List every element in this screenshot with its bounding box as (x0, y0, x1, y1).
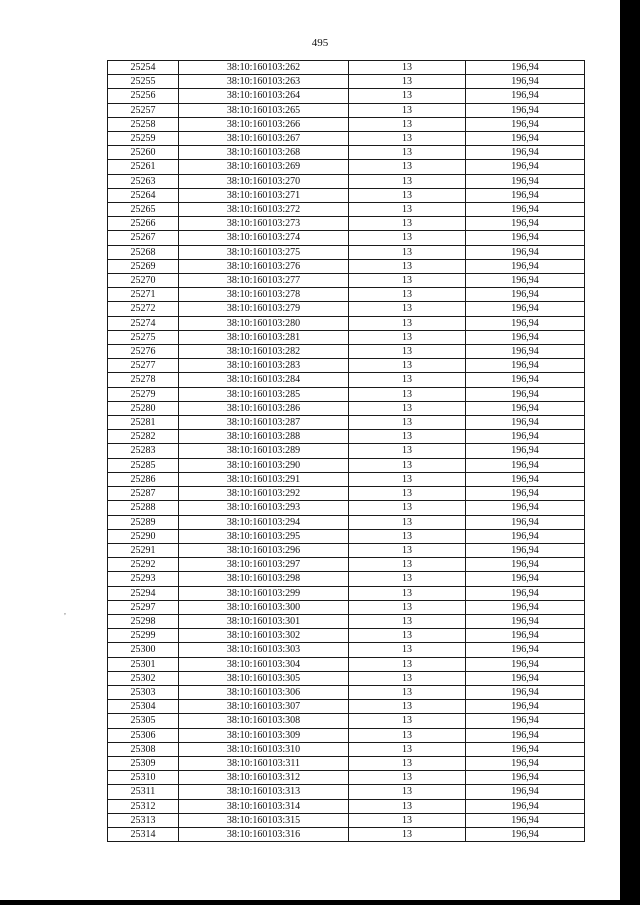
row-number-cell: 25306 (108, 728, 179, 742)
table-row (108, 416, 585, 430)
row-number-cell: 25279 (108, 387, 179, 401)
table-row (108, 529, 585, 543)
count-cell: 13 (349, 288, 466, 302)
area-cell: 196,94 (466, 274, 585, 288)
area-cell: 196,94 (466, 401, 585, 415)
area-cell: 196,94 (466, 231, 585, 245)
cadastral-number-cell: 38:10:160103:296 (179, 543, 349, 557)
count-cell: 13 (349, 799, 466, 813)
table-row (108, 813, 585, 827)
table-row (108, 799, 585, 813)
cadastral-number-cell: 38:10:160103:309 (179, 728, 349, 742)
row-number-cell: 25311 (108, 785, 179, 799)
area-cell: 196,94 (466, 373, 585, 387)
cadastral-number-cell: 38:10:160103:287 (179, 416, 349, 430)
cadastral-number-cell: 38:10:160103:268 (179, 146, 349, 160)
row-number-cell: 25298 (108, 614, 179, 628)
row-number-cell: 25255 (108, 75, 179, 89)
row-number-cell: 25269 (108, 259, 179, 273)
area-cell: 196,94 (466, 685, 585, 699)
table-row (108, 245, 585, 259)
table-row (108, 203, 585, 217)
scan-edge-bottom (0, 900, 640, 905)
count-cell: 13 (349, 274, 466, 288)
count-cell: 13 (349, 75, 466, 89)
table-row (108, 132, 585, 146)
count-cell: 13 (349, 558, 466, 572)
count-cell: 13 (349, 543, 466, 557)
row-number-cell: 25291 (108, 543, 179, 557)
row-number-cell: 25285 (108, 458, 179, 472)
row-number-cell: 25260 (108, 146, 179, 160)
count-cell: 13 (349, 117, 466, 131)
count-cell: 13 (349, 146, 466, 160)
table-row (108, 586, 585, 600)
count-cell: 13 (349, 771, 466, 785)
row-number-cell: 25259 (108, 132, 179, 146)
data-table (107, 60, 585, 842)
area-cell: 196,94 (466, 728, 585, 742)
cadastral-number-cell: 38:10:160103:300 (179, 600, 349, 614)
table-row (108, 231, 585, 245)
table-row (108, 217, 585, 231)
table-row (108, 785, 585, 799)
area-cell: 196,94 (466, 330, 585, 344)
table-row (108, 401, 585, 415)
table-row (108, 430, 585, 444)
table-row (108, 75, 585, 89)
cadastral-number-cell: 38:10:160103:273 (179, 217, 349, 231)
row-number-cell: 25278 (108, 373, 179, 387)
row-number-cell: 25276 (108, 345, 179, 359)
cadastral-number-cell: 38:10:160103:315 (179, 813, 349, 827)
count-cell: 13 (349, 430, 466, 444)
table-row (108, 543, 585, 557)
area-cell: 196,94 (466, 671, 585, 685)
table-row (108, 359, 585, 373)
area-cell: 196,94 (466, 117, 585, 131)
count-cell: 13 (349, 416, 466, 430)
cadastral-number-cell: 38:10:160103:291 (179, 472, 349, 486)
count-cell: 13 (349, 501, 466, 515)
table-row (108, 458, 585, 472)
table-row (108, 61, 585, 75)
row-number-cell: 25264 (108, 188, 179, 202)
cadastral-number-cell: 38:10:160103:267 (179, 132, 349, 146)
table-row (108, 160, 585, 174)
table-row (108, 671, 585, 685)
cadastral-number-cell: 38:10:160103:298 (179, 572, 349, 586)
cadastral-number-cell: 38:10:160103:275 (179, 245, 349, 259)
area-cell: 196,94 (466, 600, 585, 614)
table-row (108, 558, 585, 572)
row-number-cell: 25282 (108, 430, 179, 444)
area-cell: 196,94 (466, 487, 585, 501)
count-cell: 13 (349, 231, 466, 245)
area-cell: 196,94 (466, 316, 585, 330)
area-cell: 196,94 (466, 657, 585, 671)
table-row (108, 643, 585, 657)
count-cell: 13 (349, 813, 466, 827)
count-cell: 13 (349, 203, 466, 217)
cadastral-number-cell: 38:10:160103:302 (179, 629, 349, 643)
area-cell: 196,94 (466, 572, 585, 586)
area-cell: 196,94 (466, 458, 585, 472)
area-cell: 196,94 (466, 714, 585, 728)
cadastral-number-cell: 38:10:160103:290 (179, 458, 349, 472)
cadastral-number-cell: 38:10:160103:276 (179, 259, 349, 273)
table-row (108, 600, 585, 614)
count-cell: 13 (349, 217, 466, 231)
area-cell: 196,94 (466, 75, 585, 89)
count-cell: 13 (349, 487, 466, 501)
table-row (108, 487, 585, 501)
row-number-cell: 25281 (108, 416, 179, 430)
cadastral-number-cell: 38:10:160103:310 (179, 742, 349, 756)
cadastral-number-cell: 38:10:160103:288 (179, 430, 349, 444)
count-cell: 13 (349, 359, 466, 373)
table-row (108, 259, 585, 273)
cadastral-number-cell: 38:10:160103:265 (179, 103, 349, 117)
row-number-cell: 25254 (108, 61, 179, 75)
document-table (107, 60, 584, 842)
cadastral-number-cell: 38:10:160103:280 (179, 316, 349, 330)
count-cell: 13 (349, 671, 466, 685)
count-cell: 13 (349, 785, 466, 799)
table-body (108, 61, 585, 842)
cadastral-number-cell: 38:10:160103:308 (179, 714, 349, 728)
count-cell: 13 (349, 714, 466, 728)
area-cell: 196,94 (466, 203, 585, 217)
cadastral-number-cell: 38:10:160103:292 (179, 487, 349, 501)
area-cell: 196,94 (466, 387, 585, 401)
area-cell: 196,94 (466, 146, 585, 160)
area-cell: 196,94 (466, 558, 585, 572)
row-number-cell: 25303 (108, 685, 179, 699)
table-row (108, 685, 585, 699)
table-row (108, 89, 585, 103)
area-cell: 196,94 (466, 430, 585, 444)
cadastral-number-cell: 38:10:160103:271 (179, 188, 349, 202)
row-number-cell: 25271 (108, 288, 179, 302)
area-cell: 196,94 (466, 756, 585, 770)
area-cell: 196,94 (466, 629, 585, 643)
table-row (108, 629, 585, 643)
count-cell: 13 (349, 89, 466, 103)
table-row (108, 302, 585, 316)
cadastral-number-cell: 38:10:160103:263 (179, 75, 349, 89)
cadastral-number-cell: 38:10:160103:316 (179, 827, 349, 841)
area-cell: 196,94 (466, 700, 585, 714)
row-number-cell: 25263 (108, 174, 179, 188)
count-cell: 13 (349, 614, 466, 628)
area-cell: 196,94 (466, 345, 585, 359)
area-cell: 196,94 (466, 103, 585, 117)
cadastral-number-cell: 38:10:160103:289 (179, 444, 349, 458)
table-row (108, 501, 585, 515)
row-number-cell: 25313 (108, 813, 179, 827)
count-cell: 13 (349, 103, 466, 117)
area-cell: 196,94 (466, 359, 585, 373)
count-cell: 13 (349, 444, 466, 458)
table-row (108, 657, 585, 671)
area-cell: 196,94 (466, 501, 585, 515)
area-cell: 196,94 (466, 785, 585, 799)
count-cell: 13 (349, 345, 466, 359)
table-row (108, 316, 585, 330)
count-cell: 13 (349, 629, 466, 643)
table-row (108, 373, 585, 387)
cadastral-number-cell: 38:10:160103:297 (179, 558, 349, 572)
row-number-cell: 25289 (108, 515, 179, 529)
row-number-cell: 25287 (108, 487, 179, 501)
table-row (108, 117, 585, 131)
area-cell: 196,94 (466, 643, 585, 657)
row-number-cell: 25272 (108, 302, 179, 316)
row-number-cell: 25302 (108, 671, 179, 685)
table-row (108, 714, 585, 728)
row-number-cell: 25274 (108, 316, 179, 330)
cadastral-number-cell: 38:10:160103:312 (179, 771, 349, 785)
row-number-cell: 25299 (108, 629, 179, 643)
cadastral-number-cell: 38:10:160103:304 (179, 657, 349, 671)
table-row (108, 728, 585, 742)
area-cell: 196,94 (466, 61, 585, 75)
cadastral-number-cell: 38:10:160103:293 (179, 501, 349, 515)
row-number-cell: 25314 (108, 827, 179, 841)
cadastral-number-cell: 38:10:160103:305 (179, 671, 349, 685)
row-number-cell: 25304 (108, 700, 179, 714)
count-cell: 13 (349, 302, 466, 316)
cadastral-number-cell: 38:10:160103:279 (179, 302, 349, 316)
table-row (108, 444, 585, 458)
area-cell: 196,94 (466, 132, 585, 146)
scan-edge-right (620, 0, 640, 905)
area-cell: 196,94 (466, 586, 585, 600)
row-number-cell: 25267 (108, 231, 179, 245)
cadastral-number-cell: 38:10:160103:284 (179, 373, 349, 387)
cadastral-number-cell: 38:10:160103:285 (179, 387, 349, 401)
area-cell: 196,94 (466, 188, 585, 202)
area-cell: 196,94 (466, 416, 585, 430)
cadastral-number-cell: 38:10:160103:274 (179, 231, 349, 245)
row-number-cell: 25292 (108, 558, 179, 572)
row-number-cell: 25300 (108, 643, 179, 657)
cadastral-number-cell: 38:10:160103:262 (179, 61, 349, 75)
row-number-cell: 25277 (108, 359, 179, 373)
count-cell: 13 (349, 330, 466, 344)
table-row (108, 387, 585, 401)
area-cell: 196,94 (466, 515, 585, 529)
count-cell: 13 (349, 61, 466, 75)
cadastral-number-cell: 38:10:160103:278 (179, 288, 349, 302)
table-row (108, 345, 585, 359)
row-number-cell: 25256 (108, 89, 179, 103)
cadastral-number-cell: 38:10:160103:295 (179, 529, 349, 543)
row-number-cell: 25305 (108, 714, 179, 728)
table-row (108, 771, 585, 785)
row-number-cell: 25268 (108, 245, 179, 259)
area-cell: 196,94 (466, 444, 585, 458)
cadastral-number-cell: 38:10:160103:294 (179, 515, 349, 529)
table-row (108, 742, 585, 756)
area-cell: 196,94 (466, 288, 585, 302)
cadastral-number-cell: 38:10:160103:266 (179, 117, 349, 131)
count-cell: 13 (349, 728, 466, 742)
count-cell: 13 (349, 160, 466, 174)
count-cell: 13 (349, 373, 466, 387)
area-cell: 196,94 (466, 302, 585, 316)
row-number-cell: 25258 (108, 117, 179, 131)
count-cell: 13 (349, 458, 466, 472)
cadastral-number-cell: 38:10:160103:303 (179, 643, 349, 657)
row-number-cell: 25270 (108, 274, 179, 288)
table-row (108, 103, 585, 117)
table-row (108, 572, 585, 586)
area-cell: 196,94 (466, 742, 585, 756)
cadastral-number-cell: 38:10:160103:299 (179, 586, 349, 600)
table-row (108, 515, 585, 529)
count-cell: 13 (349, 643, 466, 657)
scan-speck: , (64, 607, 66, 616)
cadastral-number-cell: 38:10:160103:301 (179, 614, 349, 628)
count-cell: 13 (349, 174, 466, 188)
count-cell: 13 (349, 472, 466, 486)
cadastral-number-cell: 38:10:160103:264 (179, 89, 349, 103)
cadastral-number-cell: 38:10:160103:307 (179, 700, 349, 714)
table-row (108, 614, 585, 628)
cadastral-number-cell: 38:10:160103:277 (179, 274, 349, 288)
area-cell: 196,94 (466, 217, 585, 231)
count-cell: 13 (349, 657, 466, 671)
row-number-cell: 25294 (108, 586, 179, 600)
area-cell: 196,94 (466, 827, 585, 841)
row-number-cell: 25286 (108, 472, 179, 486)
count-cell: 13 (349, 827, 466, 841)
count-cell: 13 (349, 572, 466, 586)
row-number-cell: 25275 (108, 330, 179, 344)
area-cell: 196,94 (466, 259, 585, 273)
row-number-cell: 25301 (108, 657, 179, 671)
count-cell: 13 (349, 600, 466, 614)
table-row (108, 756, 585, 770)
count-cell: 13 (349, 259, 466, 273)
count-cell: 13 (349, 132, 466, 146)
count-cell: 13 (349, 586, 466, 600)
row-number-cell: 25288 (108, 501, 179, 515)
cadastral-number-cell: 38:10:160103:311 (179, 756, 349, 770)
count-cell: 13 (349, 685, 466, 699)
cadastral-number-cell: 38:10:160103:270 (179, 174, 349, 188)
table-row (108, 174, 585, 188)
table-row (108, 700, 585, 714)
count-cell: 13 (349, 742, 466, 756)
count-cell: 13 (349, 529, 466, 543)
row-number-cell: 25290 (108, 529, 179, 543)
area-cell: 196,94 (466, 813, 585, 827)
cadastral-number-cell: 38:10:160103:283 (179, 359, 349, 373)
cadastral-number-cell: 38:10:160103:286 (179, 401, 349, 415)
cadastral-number-cell: 38:10:160103:306 (179, 685, 349, 699)
count-cell: 13 (349, 316, 466, 330)
area-cell: 196,94 (466, 614, 585, 628)
row-number-cell: 25310 (108, 771, 179, 785)
count-cell: 13 (349, 387, 466, 401)
cadastral-number-cell: 38:10:160103:269 (179, 160, 349, 174)
area-cell: 196,94 (466, 160, 585, 174)
row-number-cell: 25266 (108, 217, 179, 231)
area-cell: 196,94 (466, 529, 585, 543)
table-row (108, 274, 585, 288)
row-number-cell: 25293 (108, 572, 179, 586)
count-cell: 13 (349, 756, 466, 770)
cadastral-number-cell: 38:10:160103:272 (179, 203, 349, 217)
cadastral-number-cell: 38:10:160103:313 (179, 785, 349, 799)
row-number-cell: 25308 (108, 742, 179, 756)
area-cell: 196,94 (466, 799, 585, 813)
row-number-cell: 25312 (108, 799, 179, 813)
row-number-cell: 25261 (108, 160, 179, 174)
area-cell: 196,94 (466, 174, 585, 188)
count-cell: 13 (349, 700, 466, 714)
row-number-cell: 25283 (108, 444, 179, 458)
count-cell: 13 (349, 188, 466, 202)
area-cell: 196,94 (466, 543, 585, 557)
cadastral-number-cell: 38:10:160103:282 (179, 345, 349, 359)
table-row (108, 330, 585, 344)
area-cell: 196,94 (466, 245, 585, 259)
row-number-cell: 25309 (108, 756, 179, 770)
area-cell: 196,94 (466, 89, 585, 103)
table-row (108, 188, 585, 202)
area-cell: 196,94 (466, 771, 585, 785)
count-cell: 13 (349, 245, 466, 259)
row-number-cell: 25265 (108, 203, 179, 217)
table-row (108, 288, 585, 302)
row-number-cell: 25280 (108, 401, 179, 415)
count-cell: 13 (349, 515, 466, 529)
row-number-cell: 25257 (108, 103, 179, 117)
table-row (108, 827, 585, 841)
table-row (108, 472, 585, 486)
page-number: 495 (311, 37, 329, 49)
cadastral-number-cell: 38:10:160103:281 (179, 330, 349, 344)
area-cell: 196,94 (466, 472, 585, 486)
table-row (108, 146, 585, 160)
row-number-cell: 25297 (108, 600, 179, 614)
count-cell: 13 (349, 401, 466, 415)
cadastral-number-cell: 38:10:160103:314 (179, 799, 349, 813)
